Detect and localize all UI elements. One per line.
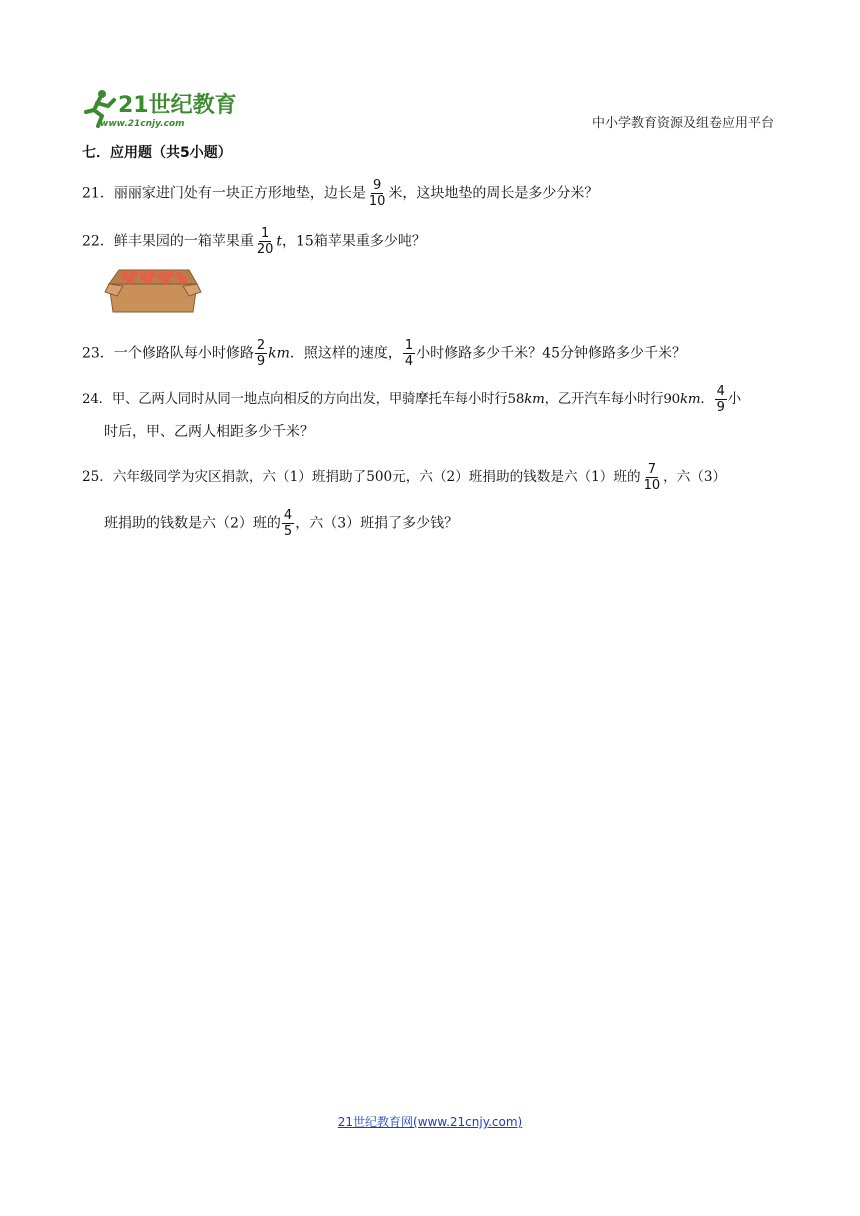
question-text: 一个修路队每小时修路 [113,345,254,362]
question-text: ．照这样的速度， [289,345,402,362]
question-text: 鲜丰果园的一箱苹果重 [113,233,254,250]
platform-title: 中小学教育资源及组卷应用平台 [591,116,774,131]
numerator: 2 [256,338,266,353]
unit: t [276,233,283,250]
fraction [403,338,415,369]
question-24 [82,384,741,415]
question-text: ，15箱苹果重多少吨？ [282,233,426,250]
question-text: ，六（3）班捐了多少钱？ [295,515,459,532]
denominator: 9 [716,400,725,415]
fraction [255,338,267,369]
question-23 [82,338,686,369]
numerator: 4 [716,384,725,399]
question-number: 25． [82,469,113,485]
question-text: 甲、乙两人同时从同一地点向相反的方向出发，甲骑摩托车每小时行58 [111,392,525,407]
fraction [642,462,663,493]
question-text: 小时修路多少千米？45分钟修路多少千米？ [416,345,686,362]
question-number: 21． [82,185,114,202]
numerator: 1 [260,226,270,241]
apple-box-image [103,262,203,318]
question-text: ，六（3） [663,469,727,485]
question-22 [82,226,426,257]
denominator: 10 [368,194,386,209]
section-title: 七．应用题（共5小题） [82,145,232,161]
fraction [255,226,276,257]
question-text: ． [700,392,714,407]
question-text: 米，这块地垫的周长是多少分米？ [388,185,599,202]
logo-url: www.21cnjy.com [100,119,185,129]
question-text: ，乙开汽车每小时行90 [544,392,680,407]
denominator: 10 [643,478,661,493]
question-text: 班捐助的钱数是六（2）班的 [104,515,281,532]
question-24-continued: 时后，甲、乙两人相距多少千米？ [104,424,314,440]
numerator: 9 [372,178,382,193]
footer [0,1113,860,1130]
unit: km [524,392,545,407]
question-text: 六年级同学为灾区捐款，六（1）班捐助了500元，六（2）班捐助的钱数是六（1）班的 [112,469,641,485]
logo-title: 21世纪教育 [118,93,237,118]
denominator: 4 [404,354,414,369]
question-25-continued [104,508,458,539]
denominator: 9 [256,354,266,369]
question-21 [82,178,598,209]
numerator: 7 [647,462,656,477]
unit: km [679,392,701,407]
question-number: 24． [82,392,112,407]
footer-link[interactable]: 21世纪教育网(www.21cnjy.com) [337,1115,523,1129]
numerator: 4 [283,508,293,523]
fraction [367,178,388,209]
fraction [715,384,727,415]
logo [80,86,250,130]
denominator: 20 [256,242,274,257]
numerator: 1 [404,338,414,353]
unit: km [268,345,290,362]
denominator: 5 [283,524,293,539]
question-text: 小 [727,392,741,407]
question-25 [82,462,726,493]
fraction [282,508,294,539]
question-number: 22． [82,233,114,250]
question-number: 23． [82,345,114,362]
question-text: 丽丽家进门处有一块正方形地垫，边长是 [113,185,366,202]
